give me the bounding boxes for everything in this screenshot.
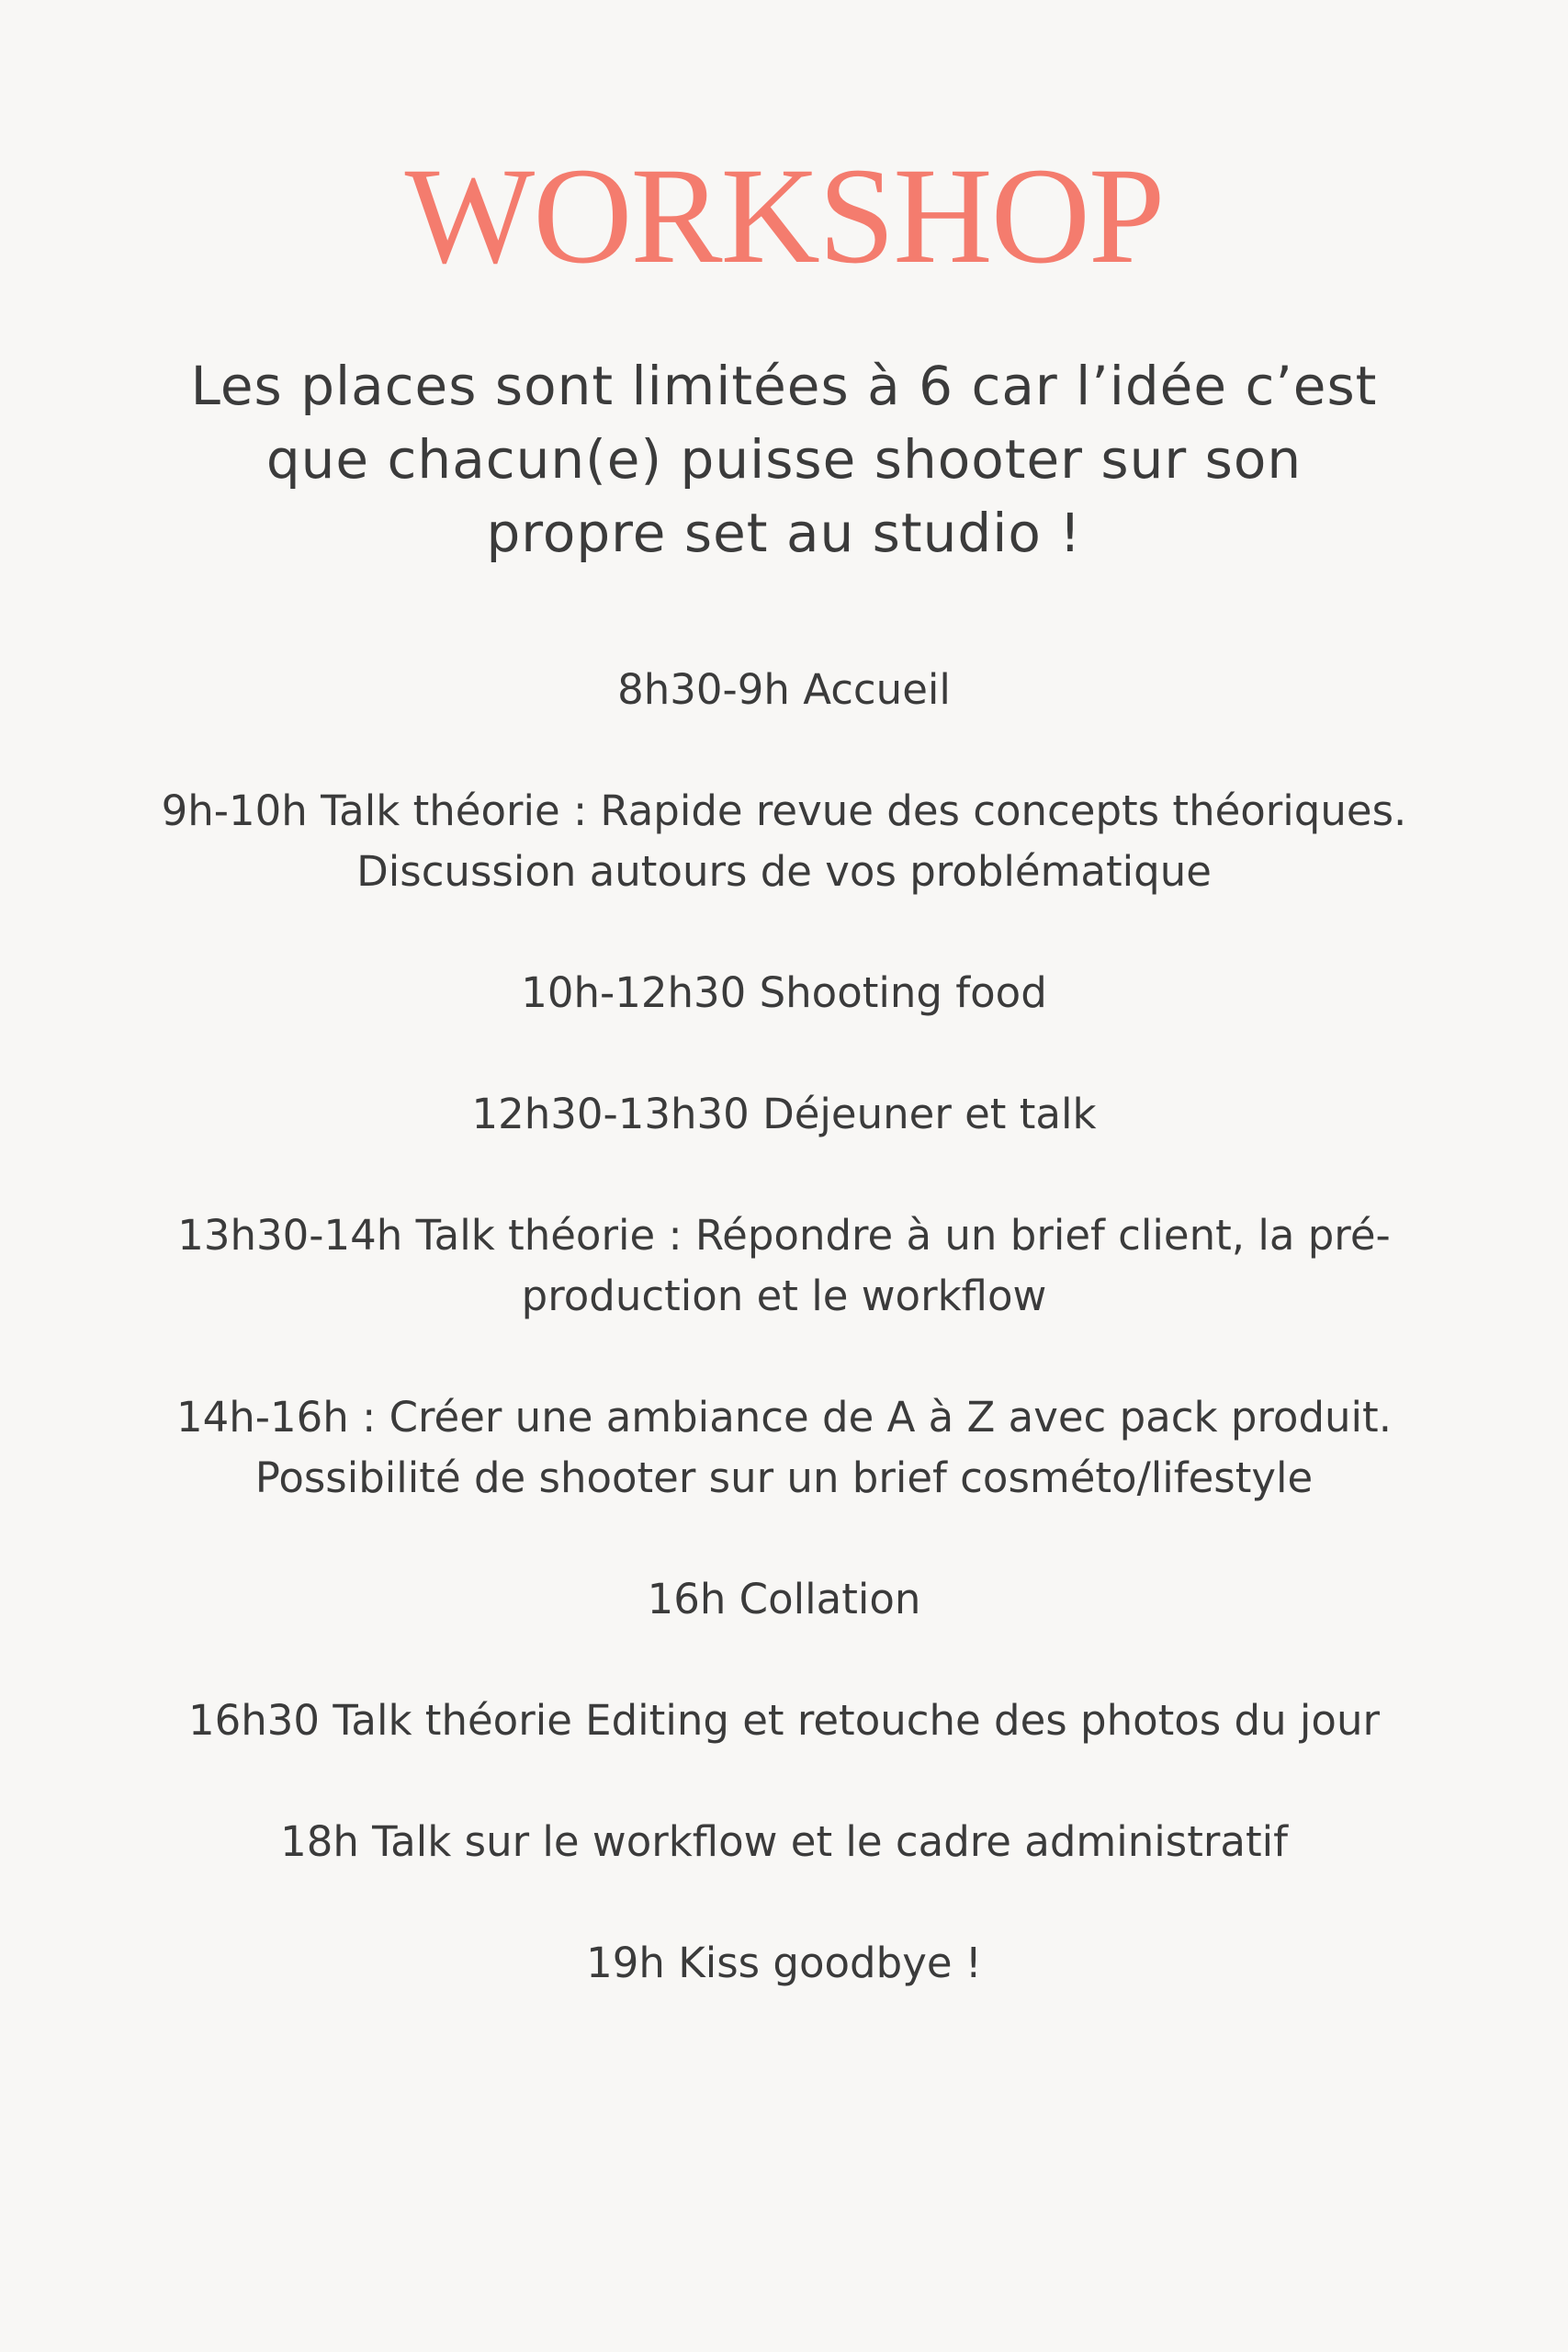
schedule-item-dejeuner: 12h30-13h30 Déjeuner et talk bbox=[471, 1090, 1097, 1138]
schedule-item-collation: 16h Collation bbox=[647, 1575, 921, 1623]
schedule-item-shooting-food: 10h-12h30 Shooting food bbox=[521, 968, 1047, 1017]
page-title: WORKSHOP bbox=[404, 140, 1164, 292]
schedule-item-goodbye: 19h Kiss goodbye ! bbox=[586, 1939, 982, 1987]
schedule-item-accueil: 8h30-9h Accueil bbox=[617, 665, 951, 714]
subtitle: Les places sont limitées à 6 car l’idée c’est que chacun(e) puisse shooter sur son propre set au studio ! bbox=[190, 355, 1378, 564]
schedule-item-talk-brief: 13h30-14h Talk théorie : Répondre à un brief client, la pré-production et le workflow bbox=[177, 1211, 1391, 1320]
schedule-item-editing: 16h30 Talk théorie Editing et retouche des photos du jour bbox=[187, 1696, 1380, 1745]
schedule-item-workflow: 18h Talk sur le workflow et le cadre administratif bbox=[280, 1817, 1288, 1866]
schedule-list bbox=[138, 660, 1430, 2054]
schedule-item-ambiance: 14h-16h : Créer une ambiance de A à Z avec pack produit. Possibilité de shooter sur un brief cosméto/lifestyle bbox=[176, 1393, 1392, 1502]
schedule-item-talk-concepts: 9h-10h Talk théorie : Rapide revue des concepts théoriques. Discussion autours de vos problématique bbox=[161, 786, 1407, 896]
